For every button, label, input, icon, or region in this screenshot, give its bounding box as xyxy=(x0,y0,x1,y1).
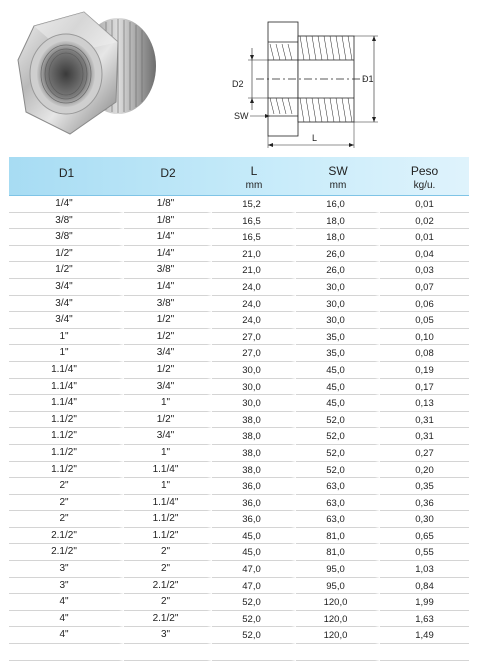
table-row xyxy=(9,561,469,578)
table-row-empty xyxy=(9,644,469,661)
product-photo xyxy=(6,4,166,152)
cell-sw: 81,0 xyxy=(296,528,380,545)
cell-peso: 0,05 xyxy=(380,312,469,329)
drawing-label-d1: D1 xyxy=(362,74,374,84)
cell-d1: 2.1/2" xyxy=(9,528,124,545)
cell-d1: 1/4" xyxy=(9,196,124,213)
cell-l: 30,0 xyxy=(212,362,296,379)
drawing-label-d2: D2 xyxy=(232,79,244,89)
cell-l xyxy=(212,644,296,661)
cell-peso: 0,36 xyxy=(380,495,469,512)
header-peso xyxy=(380,157,469,195)
table-row xyxy=(9,627,469,644)
cell-d2: 1" xyxy=(124,445,212,462)
cell-sw: 30,0 xyxy=(296,312,380,329)
cell-peso: 0,01 xyxy=(380,229,469,246)
cell-l: 52,0 xyxy=(212,627,296,644)
cell-peso: 0,10 xyxy=(380,329,469,346)
cell-d2: 1/2" xyxy=(124,329,212,346)
drawing-label-l: L xyxy=(312,133,318,143)
cell-l: 38,0 xyxy=(212,445,296,462)
cell-l: 30,0 xyxy=(212,379,296,396)
cell-sw: 81,0 xyxy=(296,544,380,561)
cell-peso: 0,31 xyxy=(380,428,469,445)
cell-d1: 1.1/2" xyxy=(9,412,124,429)
cell-d1: 1" xyxy=(9,345,124,362)
table-row xyxy=(9,511,469,528)
cell-sw: 26,0 xyxy=(296,246,380,263)
cell-d2: 2" xyxy=(124,594,212,611)
cell-sw: 45,0 xyxy=(296,379,380,396)
cell-d2: 2" xyxy=(124,544,212,561)
header-d1-title: D1 xyxy=(58,166,75,180)
cell-sw: 120,0 xyxy=(296,627,380,644)
cell-sw: 63,0 xyxy=(296,478,380,495)
cell-l: 36,0 xyxy=(212,511,296,528)
cell-d1: 1.1/4" xyxy=(9,395,124,412)
cell-sw: 16,0 xyxy=(296,196,380,213)
cell-sw xyxy=(296,644,380,661)
cell-sw: 35,0 xyxy=(296,329,380,346)
cell-d1: 3/8" xyxy=(9,229,124,246)
header-d2 xyxy=(124,157,212,195)
cell-peso: 1,03 xyxy=(380,561,469,578)
table-row xyxy=(9,262,469,279)
cell-l: 45,0 xyxy=(212,544,296,561)
cell-peso: 1,99 xyxy=(380,594,469,611)
header-d2-title: D2 xyxy=(160,166,176,180)
cell-sw: 18,0 xyxy=(296,229,380,246)
cell-d1: 1.1/2" xyxy=(9,462,124,479)
cell-l: 15,2 xyxy=(212,196,296,213)
cell-peso: 0,20 xyxy=(380,462,469,479)
cell-d1: 4" xyxy=(9,611,124,628)
cell-peso: 0,17 xyxy=(380,379,469,396)
table-row xyxy=(9,412,469,429)
cell-d1: 1.1/2" xyxy=(9,428,124,445)
table-row xyxy=(9,379,469,396)
cell-d2: 2.1/2" xyxy=(124,578,212,595)
cell-d2: 1/2" xyxy=(124,362,212,379)
technical-drawing xyxy=(226,8,476,156)
cell-sw: 95,0 xyxy=(296,578,380,595)
table-row xyxy=(9,329,469,346)
cell-l: 38,0 xyxy=(212,462,296,479)
cell-peso: 0,27 xyxy=(380,445,469,462)
header-peso-unit: kg/u. xyxy=(413,180,436,191)
cell-l: 16,5 xyxy=(212,229,296,246)
table-body xyxy=(9,196,469,661)
cell-d2: 2" xyxy=(124,561,212,578)
cell-sw: 52,0 xyxy=(296,412,380,429)
cell-d2: 3/4" xyxy=(124,345,212,362)
cell-d2: 3" xyxy=(124,627,212,644)
cell-sw: 63,0 xyxy=(296,511,380,528)
cell-peso: 1,63 xyxy=(380,611,469,628)
cell-sw: 30,0 xyxy=(296,279,380,296)
cell-peso: 0,65 xyxy=(380,528,469,545)
cell-sw: 35,0 xyxy=(296,345,380,362)
cell-d2: 1/4" xyxy=(124,279,212,296)
cell-l: 36,0 xyxy=(212,495,296,512)
cell-sw: 63,0 xyxy=(296,495,380,512)
cell-l: 38,0 xyxy=(212,428,296,445)
cell-d1: 2.1/2" xyxy=(9,544,124,561)
cell-d2: 2.1/2" xyxy=(124,611,212,628)
table-row xyxy=(9,279,469,296)
cell-d1: 1.1/4" xyxy=(9,362,124,379)
cell-l: 52,0 xyxy=(212,611,296,628)
table-row xyxy=(9,296,469,313)
header-l-unit: mm xyxy=(245,180,263,191)
cell-d1: 1/2" xyxy=(9,262,124,279)
cell-peso: 0,08 xyxy=(380,345,469,362)
table-row xyxy=(9,246,469,263)
cell-sw: 26,0 xyxy=(296,262,380,279)
cell-d2: 1" xyxy=(124,395,212,412)
cell-l: 47,0 xyxy=(212,578,296,595)
dimensions-table xyxy=(9,157,469,661)
cell-d1 xyxy=(9,644,124,661)
cell-peso: 0,06 xyxy=(380,296,469,313)
cell-sw: 52,0 xyxy=(296,445,380,462)
cell-peso: 0,30 xyxy=(380,511,469,528)
cell-peso xyxy=(380,644,469,661)
cell-d1: 1.1/2" xyxy=(9,445,124,462)
header-sw-title: SW xyxy=(328,164,348,178)
cell-peso: 0,01 xyxy=(380,196,469,213)
header-l xyxy=(212,157,296,195)
table-row xyxy=(9,594,469,611)
cell-sw: 18,0 xyxy=(296,213,380,230)
cell-d2: 3/4" xyxy=(124,379,212,396)
cell-d2: 1/8" xyxy=(124,196,212,213)
cell-d2: 1.1/4" xyxy=(124,462,212,479)
cell-peso: 0,13 xyxy=(380,395,469,412)
cell-peso: 0,31 xyxy=(380,412,469,429)
cell-d2: 1.1/2" xyxy=(124,511,212,528)
cell-d2: 1/4" xyxy=(124,229,212,246)
cell-d1: 4" xyxy=(9,627,124,644)
cell-d2: 1/2" xyxy=(124,312,212,329)
cell-peso: 0,02 xyxy=(380,213,469,230)
cell-sw: 30,0 xyxy=(296,296,380,313)
cell-sw: 45,0 xyxy=(296,362,380,379)
table-row xyxy=(9,578,469,595)
header-sw xyxy=(296,157,380,195)
table-row xyxy=(9,544,469,561)
header-peso-title: Peso xyxy=(410,164,439,178)
table-row xyxy=(9,395,469,412)
cell-l: 30,0 xyxy=(212,395,296,412)
cell-peso: 0,55 xyxy=(380,544,469,561)
cell-peso: 0,84 xyxy=(380,578,469,595)
cell-d1: 2" xyxy=(9,511,124,528)
cell-d2: 3/4" xyxy=(124,428,212,445)
cell-l: 21,0 xyxy=(212,262,296,279)
table-row xyxy=(9,229,469,246)
cell-d1: 1.1/4" xyxy=(9,379,124,396)
cell-l: 24,0 xyxy=(212,296,296,313)
cell-peso: 0,07 xyxy=(380,279,469,296)
cell-d2: 1.1/2" xyxy=(124,528,212,545)
cell-l: 47,0 xyxy=(212,561,296,578)
cell-l: 21,0 xyxy=(212,246,296,263)
table-row xyxy=(9,428,469,445)
table-row xyxy=(9,528,469,545)
cell-l: 27,0 xyxy=(212,329,296,346)
cell-d1: 2" xyxy=(9,478,124,495)
cell-d2: 1/8" xyxy=(124,213,212,230)
cell-d1: 3/8" xyxy=(9,213,124,230)
table-header xyxy=(9,157,469,196)
cell-l: 38,0 xyxy=(212,412,296,429)
cell-d2 xyxy=(124,644,212,661)
cell-l: 27,0 xyxy=(212,345,296,362)
table-row xyxy=(9,196,469,213)
cell-peso: 0,19 xyxy=(380,362,469,379)
cell-sw: 45,0 xyxy=(296,395,380,412)
cell-d1: 1" xyxy=(9,329,124,346)
cell-d1: 3" xyxy=(9,578,124,595)
cell-l: 16,5 xyxy=(212,213,296,230)
cell-l: 45,0 xyxy=(212,528,296,545)
header-l-title: L xyxy=(250,164,258,178)
cell-l: 24,0 xyxy=(212,312,296,329)
cell-d2: 3/8" xyxy=(124,296,212,313)
table-row xyxy=(9,462,469,479)
cell-sw: 120,0 xyxy=(296,594,380,611)
table-row xyxy=(9,345,469,362)
cell-peso: 0,03 xyxy=(380,262,469,279)
cell-d2: 1/2" xyxy=(124,412,212,429)
cell-sw: 52,0 xyxy=(296,462,380,479)
cell-d2: 1" xyxy=(124,478,212,495)
table-row xyxy=(9,362,469,379)
cell-sw: 95,0 xyxy=(296,561,380,578)
drawing-label-sw: SW xyxy=(234,111,249,121)
table-row xyxy=(9,312,469,329)
cell-peso: 0,35 xyxy=(380,478,469,495)
cell-sw: 120,0 xyxy=(296,611,380,628)
cell-d2: 1/4" xyxy=(124,246,212,263)
cell-sw: 52,0 xyxy=(296,428,380,445)
cell-d2: 1.1/4" xyxy=(124,495,212,512)
cell-peso: 0,04 xyxy=(380,246,469,263)
table-row xyxy=(9,495,469,512)
cell-l: 24,0 xyxy=(212,279,296,296)
cell-peso: 1,49 xyxy=(380,627,469,644)
table-row xyxy=(9,445,469,462)
header-d1 xyxy=(9,157,124,195)
cell-d1: 3/4" xyxy=(9,296,124,313)
cell-d1: 2" xyxy=(9,495,124,512)
cell-d1: 1/2" xyxy=(9,246,124,263)
table-row xyxy=(9,213,469,230)
cell-l: 52,0 xyxy=(212,594,296,611)
table-row xyxy=(9,478,469,495)
cell-d1: 3/4" xyxy=(9,279,124,296)
cell-d1: 3/4" xyxy=(9,312,124,329)
cell-d1: 3" xyxy=(9,561,124,578)
cell-d2: 3/8" xyxy=(124,262,212,279)
cell-l: 36,0 xyxy=(212,478,296,495)
cell-d1: 4" xyxy=(9,594,124,611)
header-sw-unit: mm xyxy=(329,180,347,191)
